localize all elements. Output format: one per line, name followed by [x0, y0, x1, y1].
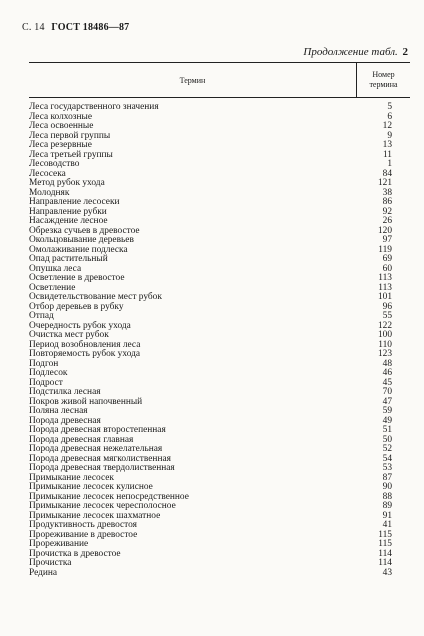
column-header-number	[357, 63, 410, 97]
term-name: Лесосека	[29, 168, 66, 179]
table-row	[29, 151, 410, 161]
page-header	[22, 22, 129, 33]
term-name: Леса первой группы	[29, 130, 111, 141]
standard-code: ГОСТ 18486—87	[51, 22, 130, 33]
term-number: 119	[378, 244, 392, 255]
term-name: Примыкание лесосек	[29, 472, 114, 483]
term-name: Покров живой напочвенный	[29, 396, 143, 407]
term-name: Подстилка лесная	[29, 387, 101, 397]
term-number: 1	[387, 159, 392, 169]
term-number: 5	[387, 102, 392, 112]
term-number: 59	[382, 406, 392, 416]
term-number: 115	[378, 529, 392, 540]
term-number: 91	[382, 510, 392, 521]
term-number: 43	[382, 567, 392, 578]
term-number: 97	[382, 235, 392, 245]
term-number: 52	[382, 444, 392, 454]
term-name: Подрост	[29, 377, 63, 388]
term-name: Порода древесная мягколиственная	[29, 453, 171, 464]
term-number: 89	[382, 501, 392, 511]
term-number: 49	[382, 415, 392, 426]
term-number: 121	[377, 178, 392, 188]
term-number: 9	[387, 130, 392, 141]
term-name: Прочистка	[29, 558, 72, 568]
term-number: 123	[377, 349, 392, 359]
term-number: 120	[377, 225, 392, 236]
term-number: 6	[387, 111, 392, 122]
term-name: Опушка леса	[29, 263, 82, 274]
term-number: 47	[382, 396, 392, 407]
term-number: 46	[382, 368, 392, 378]
term-number: 12	[382, 121, 392, 131]
term-number: 48	[382, 358, 392, 369]
term-name: Леса резервные	[29, 140, 92, 150]
term-number: 26	[382, 216, 392, 226]
term-number: 113	[378, 282, 392, 293]
term-number: 86	[382, 197, 392, 207]
table-row	[29, 369, 410, 379]
term-name: Порода древесная главная	[29, 434, 134, 445]
table-body	[29, 103, 410, 578]
table-row	[29, 360, 410, 370]
term-name: Прочистка в древостое	[29, 548, 121, 559]
term-number: 45	[382, 377, 392, 388]
term-name: Леса третьей группы	[29, 149, 113, 160]
table-row	[29, 255, 410, 265]
term-number: 84	[382, 168, 392, 179]
term-name: Молодняк	[29, 187, 70, 198]
term-name: Очередность рубок ухода	[29, 320, 131, 331]
term-name: Обрезка сучьев в древостое	[29, 225, 140, 236]
term-name: Леса освоенные	[29, 121, 94, 131]
term-name: Окольцовывание деревьев	[29, 235, 134, 245]
term-name: Порода древесная нежелательная	[29, 444, 163, 454]
term-name: Леса колхозные	[29, 111, 92, 122]
term-name: Поляна лесная	[29, 406, 88, 416]
column-header-number-line1: Номер	[372, 70, 395, 79]
term-number: 69	[382, 254, 392, 264]
table-row	[29, 274, 410, 284]
term-name: Отпад	[29, 311, 54, 321]
term-number: 96	[382, 301, 392, 312]
column-header-term: Термин	[179, 75, 206, 85]
term-name: Направление лесосеки	[29, 197, 120, 207]
term-name: Редина	[29, 567, 58, 578]
term-number: 110	[378, 339, 392, 350]
term-number: 51	[382, 425, 392, 435]
term-name: Период возобновления леса	[29, 339, 141, 350]
term-name: Примыкание лесосек чересполосное	[29, 501, 176, 511]
term-name: Подлесок	[29, 368, 68, 378]
term-name: Опад растительный	[29, 254, 108, 264]
term-number: 50	[382, 434, 392, 445]
term-number: 114	[378, 558, 392, 568]
term-name: Порода древесная твердолиственная	[29, 463, 175, 473]
term-number: 87	[382, 472, 392, 483]
term-name: Продуктивность древостоя	[29, 520, 137, 530]
term-name: Осветление в древостое	[29, 273, 125, 283]
term-name: Примыкание лесосек кулисное	[29, 482, 153, 492]
term-number: 100	[377, 330, 392, 340]
continuation-text: Продолжение табл.	[303, 46, 398, 58]
term-name: Примыкание лесосек шахматное	[29, 510, 161, 521]
term-name: Повторяемость рубок ухода	[29, 349, 141, 359]
table-row	[29, 303, 410, 313]
term-number: 88	[382, 491, 392, 502]
table-row	[29, 569, 410, 579]
term-name: Прореживание в древостое	[29, 529, 138, 540]
term-number: 55	[382, 311, 392, 321]
term-number: 41	[382, 520, 392, 530]
table-row	[29, 350, 410, 360]
table-continuation-label	[303, 46, 408, 58]
term-number: 92	[382, 206, 392, 217]
term-name: Лесоводство	[29, 159, 80, 169]
term-name: Очистка мест рубок	[29, 330, 109, 340]
term-name: Порода древесная второстепенная	[29, 425, 166, 435]
term-number: 114	[378, 548, 392, 559]
term-name: Леса государственного значения	[29, 102, 159, 112]
term-number: 113	[378, 273, 392, 283]
term-name: Подгон	[29, 358, 59, 369]
table-number: 2	[402, 46, 408, 58]
term-number: 38	[382, 187, 392, 198]
term-name: Порода древесная	[29, 415, 101, 426]
term-number: 70	[382, 387, 392, 397]
terms-table	[29, 62, 410, 578]
term-number: 60	[382, 263, 392, 274]
term-name: Омолаживание подлеска	[29, 244, 128, 255]
table-row	[29, 559, 410, 569]
table-row	[29, 160, 410, 170]
term-name: Прореживание	[29, 539, 89, 549]
column-header-number-line2: термина	[369, 80, 398, 89]
term-number: 53	[382, 463, 392, 473]
term-number: 11	[382, 149, 392, 160]
term-name: Насаждение лесное	[29, 216, 108, 226]
term-number: 54	[382, 453, 392, 464]
term-name: Осветление	[29, 282, 76, 293]
term-name: Метод рубок ухода	[29, 178, 105, 188]
term-number: 90	[382, 482, 392, 492]
term-name: Отбор деревьев в рубку	[29, 301, 124, 312]
term-number: 115	[378, 539, 392, 549]
table-row	[29, 550, 410, 560]
term-number: 101	[377, 292, 392, 302]
term-number: 122	[377, 320, 392, 331]
table-row	[29, 179, 410, 189]
term-number: 13	[382, 140, 392, 150]
term-name: Направление рубки	[29, 206, 107, 217]
term-name: Примыкание лесосек непосредственное	[29, 491, 189, 502]
table-header	[29, 62, 410, 98]
page-number: С. 14	[22, 22, 45, 33]
term-name: Освидетельствование мест рубок	[29, 292, 162, 302]
